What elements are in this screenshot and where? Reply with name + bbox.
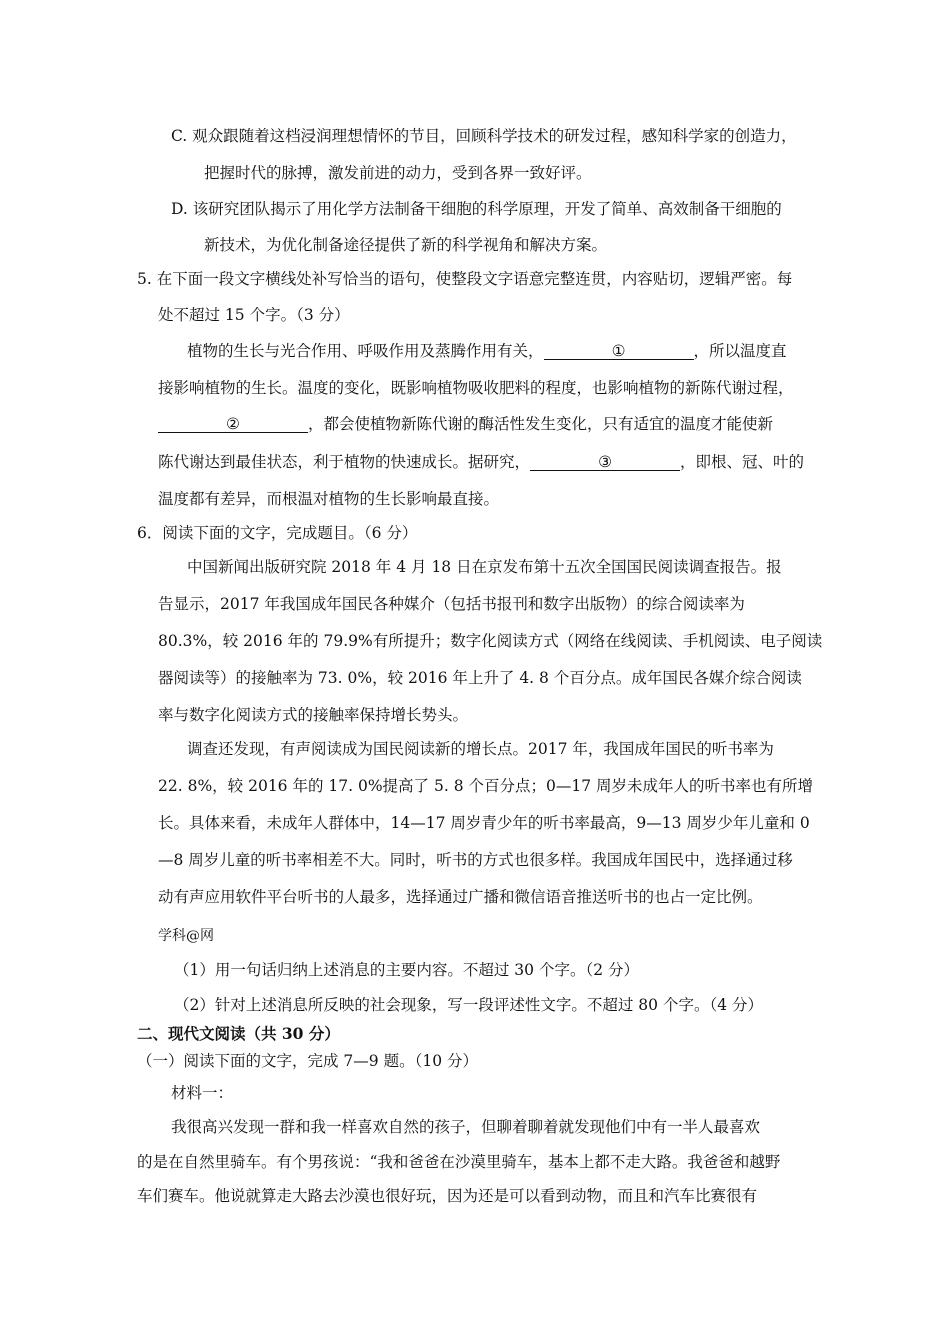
material-label: 材料一：	[171, 1084, 234, 1102]
question-5-passage-line1	[187, 341, 787, 361]
option-c-line2: 把握时代的脉搏，激发前进的动力，受到各界一致好评。	[204, 164, 592, 182]
question-6-para2-line: —8 周岁儿童的听书率相差不大。同时，听书的方式也很多样。我国成年国民中，选择通过移	[158, 851, 793, 869]
question-6-para1-line: 器阅读等）的接触率为 73. 0%，较 2016 年上升了 4. 8 个百分点。成年国民各媒介综合阅读	[158, 669, 802, 687]
material-line: 车们赛车。他说就算走大路去沙漠也很好玩，因为还是可以看到动物，而且和汽车比赛很有	[137, 1187, 758, 1205]
section-2-heading: 二、现代文阅读（共 30 分）	[137, 1024, 340, 1043]
material-line: 的是在自然里骑车。有个男孩说：“我和爸爸在沙漠里骑车，基本上都不走大路。我爸爸和越野	[137, 1153, 781, 1171]
question-6-para1-line: 80.3%，较 2016 年的 79.9%有所提升；数字化阅读方式（网络在线阅读、手机阅读、电子阅读	[158, 632, 823, 650]
question-6-para2-line: 长。具体来看，未成年人群体中，14—17 周岁青少年的听书率最高，9—13 周岁少年儿童和 0	[158, 814, 810, 832]
question-5-passage-line2: 接影响植物的生长。温度的变化，既影响植物吸收肥料的程度，也影响植物的新陈代谢过程，	[158, 379, 794, 397]
passage-text: 陈代谢达到最佳状态，利于植物的快速成长。据研究，	[158, 453, 531, 471]
section-2-subheading: （一）阅读下面的文字，完成 7—9 题。（10 分）	[137, 1052, 478, 1070]
question-5-stem-line1: 5. 在下面一段文字横线处补写恰当的语句，使整段文字语意完整连贯，内容贴切，逻辑严密。每	[137, 270, 793, 288]
option-c-line1: C. 观众跟随着这档浸润理想情怀的节目，回顾科学技术的研发过程，感知科学家的创造力，	[171, 127, 797, 145]
question-5-passage-line4	[158, 452, 804, 472]
question-6-para2-line: 22. 8%，较 2016 年的 17. 0%提高了 5. 8 个百分点；0—17 周岁未成年人的听书率也有所增	[158, 777, 814, 795]
question-6-sub1: （1）用一句话归纳上述消息的主要内容。不超过 30 个字。（2 分）	[174, 961, 639, 979]
fill-blank-1[interactable]: ①	[544, 343, 694, 360]
passage-text: 植物的生长与光合作用、呼吸作用及蒸腾作用有关，	[187, 342, 544, 360]
fill-blank-3[interactable]: ③	[530, 454, 680, 471]
watermark-text: 学科@网	[158, 928, 214, 944]
question-6-para1-line: 中国新闻出版研究院 2018 年 4 月 18 日在京发布第十五次全国国民阅读调查报告。报	[187, 558, 782, 576]
question-5-passage-line3	[158, 414, 773, 434]
question-6-sub2: （2）针对上述消息所反映的社会现象，写一段评述性文字。不超过 80 个字。（4 分）	[174, 996, 763, 1014]
option-d-line1: D. 该研究团队揭示了用化学方法制备干细胞的科学原理，开发了简单、高效制备干细胞的	[171, 200, 782, 218]
fill-blank-2[interactable]: ②	[158, 416, 308, 433]
question-6-para1-line: 率与数字化阅读方式的接触率保持增长势头。	[158, 706, 469, 724]
question-5-stem-line2: 处不超过 15 个字。（3 分）	[158, 306, 350, 324]
passage-text: ，所以温度直	[693, 342, 787, 360]
material-line: 我很高兴发现一群和我一样喜欢自然的孩子，但聊着聊着就发现他们中有一半人最喜欢	[171, 1118, 761, 1136]
question-5-passage-line5: 温度都有差异，而根温对植物的生长影响最直接。	[158, 490, 500, 508]
question-6-para1-line: 告显示，2017 年我国成年国民各种媒介（包括书报刊和数字出版物）的综合阅读率为	[158, 595, 745, 613]
passage-text: ，即根、冠、叶的	[680, 453, 805, 471]
option-d-line2: 新技术，为优化制备途径提供了新的科学视角和解决方案。	[204, 236, 608, 254]
passage-text: ，都会使植物新陈代谢的酶活性发生变化，只有适宜的温度才能使新	[308, 415, 774, 433]
question-6-para2-line: 调查还发现，有声阅读成为国民阅读新的增长点。2017 年，我国成年国民的听书率为	[187, 740, 774, 758]
question-6-stem: 6．阅读下面的文字，完成题目。（6 分）	[137, 524, 418, 542]
question-6-para2-line: 动有声应用软件平台听书的人最多，选择通过广播和微信语音推送听书的也占一定比例。	[158, 888, 763, 906]
